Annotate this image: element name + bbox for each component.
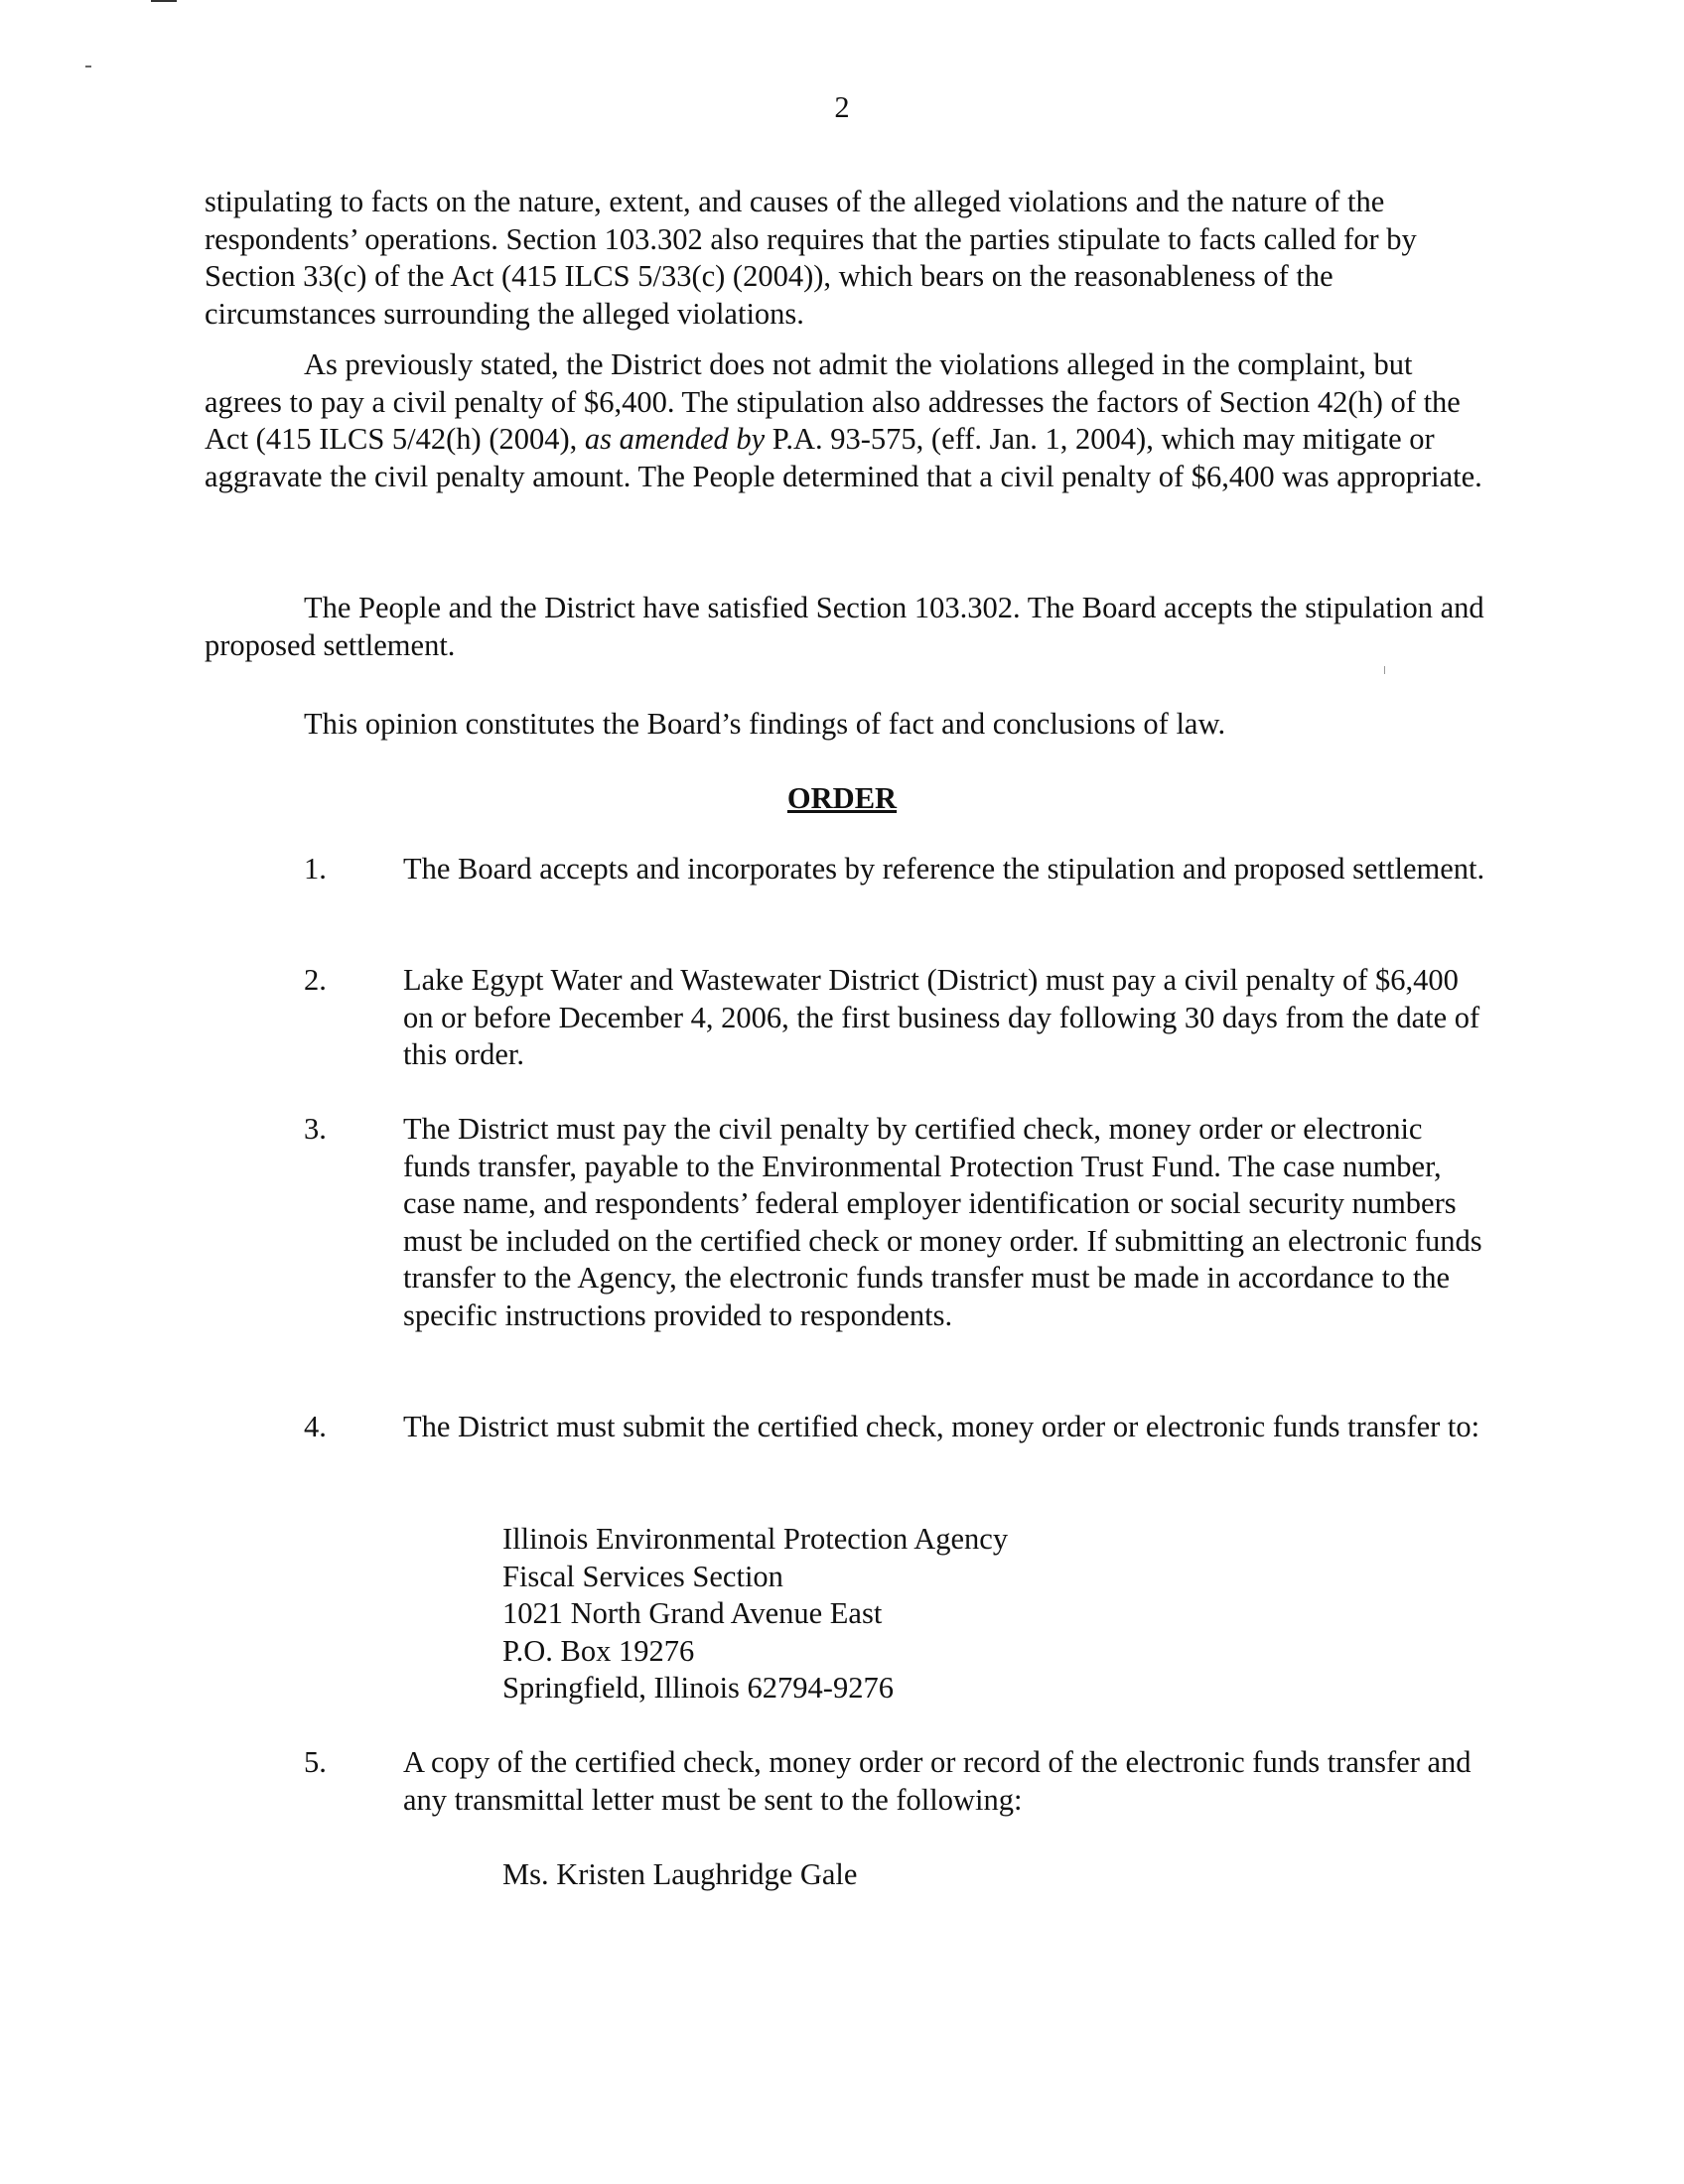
- paragraph-continuation: stipulating to facts on the nature, extent, and causes of the alleged violations and the nature of the respondents’ operations. Section 103.302 also requires that the parties stipulate to facts called for by Section 33(c) of the Act (415 ILCS 5/33(c) (2004)), which bears on the reasonableness of the circumstances surrounding the alleged violations.: [205, 185, 1417, 331]
- paragraph-acceptance: The People and the District have satisfied Section 103.302. The Board accepts the stipulation and proposed settlement.: [205, 591, 1484, 662]
- order-item-number: 5.: [304, 1745, 327, 1779]
- scan-mark-right: [1384, 666, 1385, 674]
- address-line: Illinois Environmental Protection Agency: [502, 1522, 1009, 1556]
- scan-mark-top: [151, 0, 177, 2]
- order-item-text: A copy of the certified check, money order or record of the electronic funds transfer and any transmittal letter must be sent to the following:: [403, 1745, 1472, 1817]
- contact-address: [502, 1856, 1396, 1894]
- order-item-2: [304, 962, 1495, 1074]
- order-item-text: The District must submit the certified check, money order or electronic funds transfer to:: [403, 1410, 1480, 1443]
- address-line: 1021 North Grand Avenue East: [502, 1596, 883, 1630]
- order-item-5: [304, 1744, 1495, 1819]
- address-line: Springfield, Illinois 62794-9276: [502, 1671, 894, 1705]
- order-heading: ORDER: [786, 781, 898, 815]
- paragraph-civil-penalty-part1: As previously stated, the District does not admit the violations alleged in the complaint, but agrees to pay a civil penalty of $6,400. The stipulation also addresses the factors of Section 42(h) of the Act (415 ILCS 5/42(h) (2004),: [205, 347, 1461, 456]
- page-number: 2: [834, 90, 850, 124]
- order-item-number: 1.: [304, 852, 327, 886]
- order-item-text: The Board accepts and incorporates by reference the stipulation and proposed settlement.: [403, 852, 1485, 886]
- order-item-number: 2.: [304, 963, 327, 997]
- contact-name: Ms. Kristen Laughridge Gale: [502, 1857, 858, 1891]
- address-line: P.O. Box 19276: [502, 1633, 695, 1668]
- order-item-3: [304, 1111, 1495, 1334]
- paragraph-findings: This opinion constitutes the Board’s findings of fact and conclusions of law.: [304, 707, 1226, 741]
- agency-address: [502, 1521, 1396, 1707]
- order-item-text: Lake Egypt Water and Wastewater District (District) must pay a civil penalty of $6,400 on or before December 4, 2006, the first business day following 30 days from the date of this order.: [403, 963, 1480, 1071]
- order-item-text: The District must pay the civil penalty by certified check, money order or electronic funds transfer, payable to the Environmental Protection Trust Fund. The case number, case name, and respondents’ federal employer identification or social security numbers must be included on the certified check or money order. If submitting an electronic funds transfer to the Agency, the electronic funds transfer must be made in accordance to the specific instructions provided to respondents.: [403, 1112, 1482, 1332]
- paragraph-civil-penalty-part2: P.A. 93-575, (eff. Jan. 1, 2004), which may mitigate or aggravate the civil penalty amount. The People determined that a civil penalty of $6,400 was appropriate.: [205, 422, 1482, 493]
- order-item-4: [304, 1409, 1495, 1446]
- order-item-number: 4.: [304, 1410, 327, 1443]
- order-item-number: 3.: [304, 1112, 327, 1146]
- scan-mark-left: [85, 66, 91, 68]
- order-item-1: [304, 851, 1495, 888]
- paragraph-civil-penalty: [205, 346, 1495, 495]
- paragraph-civil-penalty-italic: as amended by: [584, 422, 766, 456]
- address-line: Fiscal Services Section: [502, 1559, 783, 1593]
